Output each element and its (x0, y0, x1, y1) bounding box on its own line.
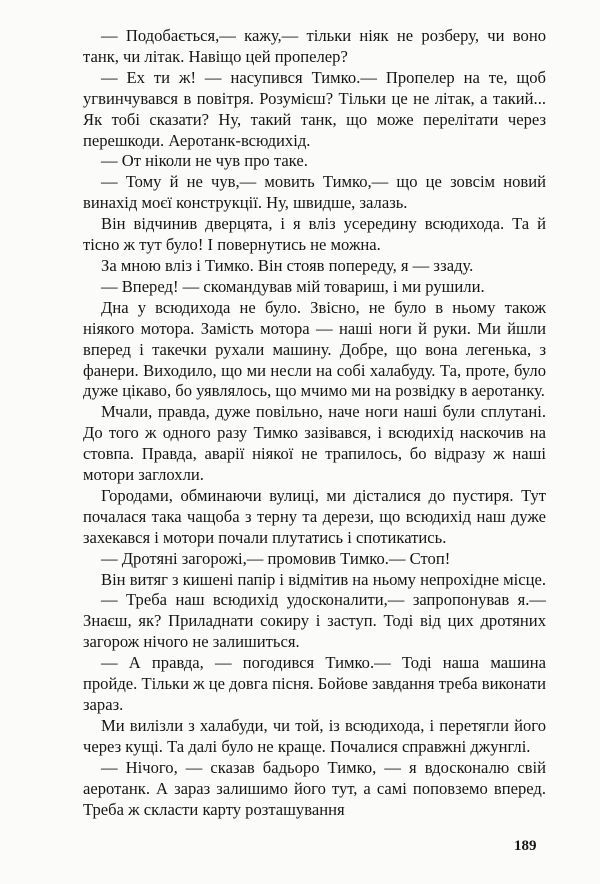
paragraph: — Дротяні загорожі,— промовив Тимко.— Стоп! (101, 548, 451, 568)
paragraph: Він відчинив дверцята, і я вліз усередину всюдихода. Та й тісно ж тут було! І повернутись не можна. (83, 214, 546, 255)
paragraph: — Вперед! — скомандував мій товариш, і ми рушили. (101, 276, 485, 296)
paragraph: За мною вліз і Тимко. Він стояв попереду, я — ззаду. (101, 255, 474, 275)
paragraph: Він витяг з кишені папір і відмітив на ньому непрохідне місце. (101, 569, 546, 589)
paragraph: — Ех ти ж! — насупився Тимко.— Пропелер на те, щоб угвинчувався в повітря. Розумієш? Тільки це не літак, а такий... Як тобі сказати? Ну, такий танк, що може перелітати через перешкоди. Аеротанк-всюдихід. (83, 67, 546, 150)
paragraph: — Тому й не чув,— мовить Тимко,— що це зовсім новий винахід моєї конструкції. Ну, швидше, залазь. (83, 172, 546, 213)
paragraph: Мчали, правда, дуже повільно, наче ноги наші були сплутані. До того ж одного разу Тимко зазівався, і всюдихід наскочив на стовпа. Правда, аварії ніякої не трапилось, бо відразу ж наші мотори заглохли. (83, 402, 546, 485)
paragraph: Ми вилізли з халабуди, чи той, із всюдихода, і перетягли його через кущі. Та далі було не краще. Почалися справжні джунглі. (83, 715, 546, 756)
paragraph: Городами, обминаючи вулиці, ми дісталися до пустиря. Тут почалася така чащоба з терну та дерези, що всюдихід наш дуже захекався і мотори почали плутатись і спотикатись. (83, 485, 546, 547)
body-text (83, 26, 546, 820)
paragraph: — От ніколи не чув про таке. (101, 151, 308, 171)
paragraph: — Подобається,— кажу,— тільки ніяк не розберу, чи воно танк, чи літак. Навіщо цей пропелер? (83, 26, 546, 66)
paragraph: — Треба наш всюдихід удосконалити,— запропонував я.— Знаєш, як? Приладнати сокиру і заступ. Тоді від цих дротяних загорож нічого не залишиться. (83, 590, 546, 652)
paragraph: — А правда, — погодився Тимко.— Тоді наша машина пройде. Тільки ж це довга пісня. Бойове завдання треба виконати зараз. (83, 653, 546, 714)
page-number: 189 (514, 838, 537, 854)
paragraph: — Нічого, — сказав бадьоро Тимко, — я вдосконалю свій аеротанк. А зараз залишимо його тут, а самі поповземо вперед. Треба ж скласти карту розташування (83, 757, 546, 819)
paragraph: Дна у всюдихода не було. Звісно, не було в ньому також ніякого мотора. Замість мотора — наші ноги й руки. Ми йшли вперед і такечки рухали машину. Добре, що вона легенька, з фанери. Виходило, що ми несли на собі халабуду. Та, проте, було дуже цікаво, бо уявлялось, що мчимо ми на розвідку в аеротанку. (83, 297, 546, 401)
